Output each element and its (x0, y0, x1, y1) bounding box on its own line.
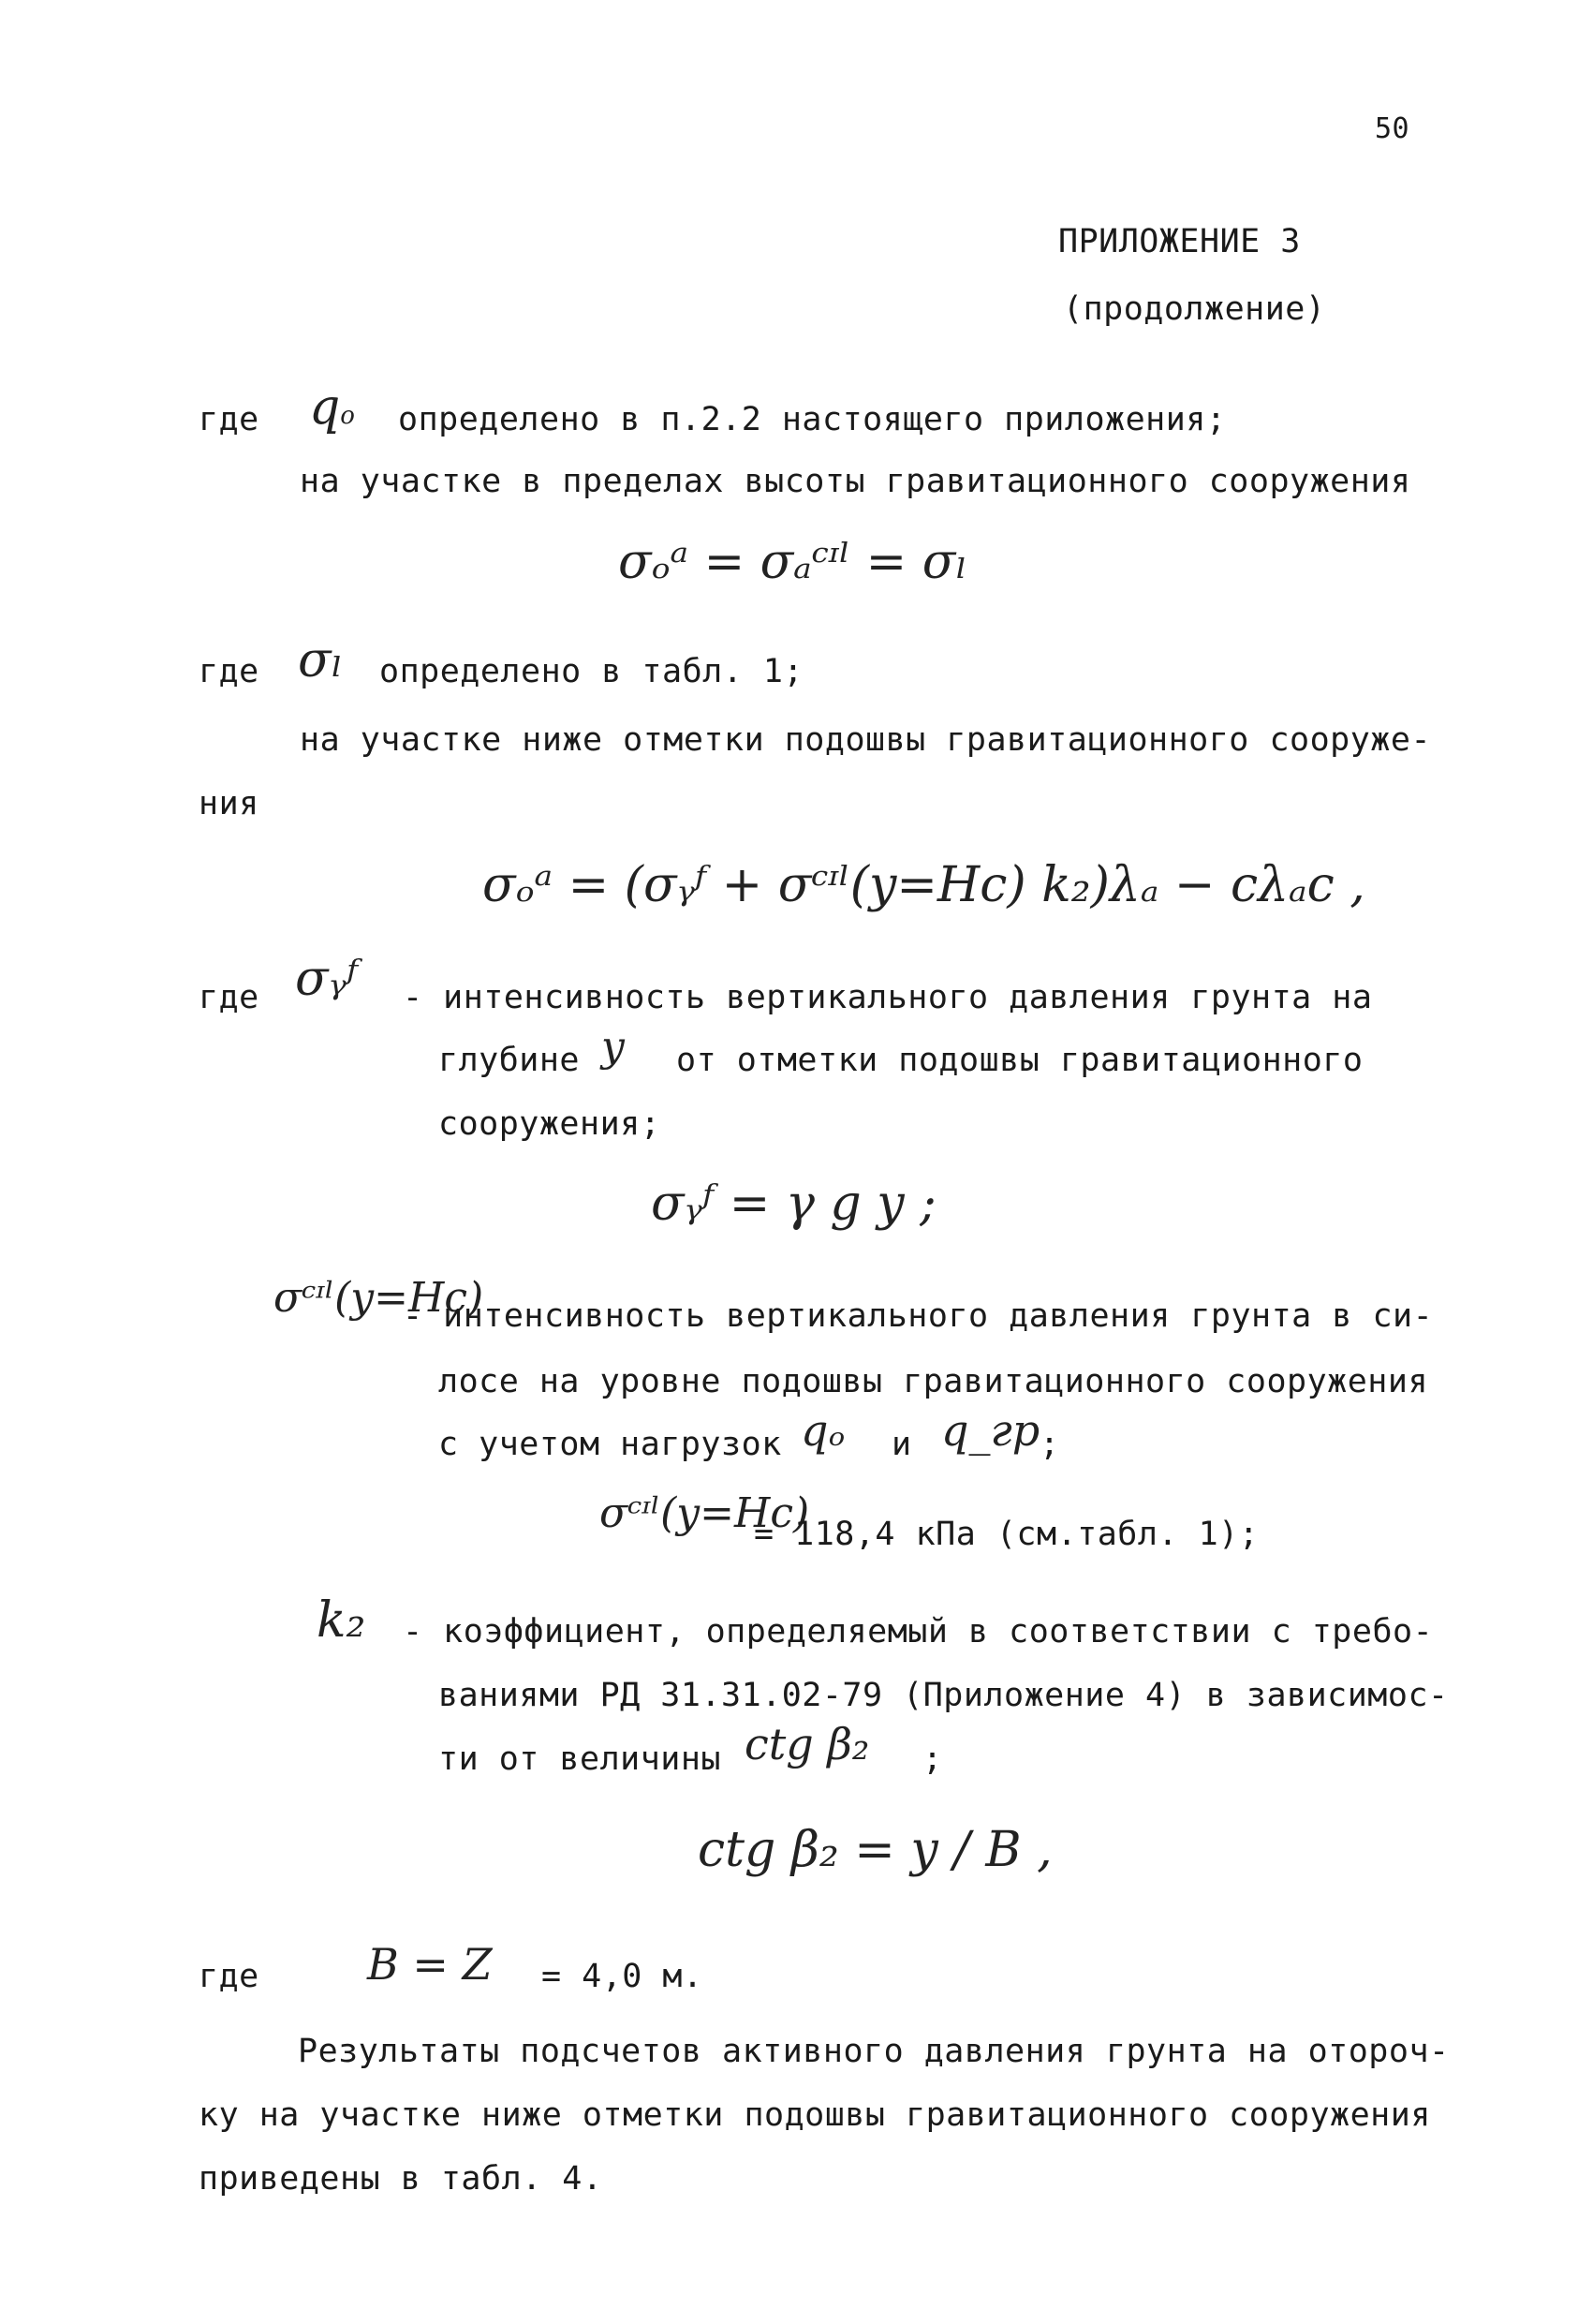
definition-2-a: - интенсивность вертикального давления грунта в си- (403, 1297, 1434, 1335)
text-line-4: на участке ниже отметки подошвы гравитационного сооруже- (300, 721, 1432, 759)
definition-3-c: ти от величины (438, 1740, 722, 1778)
appendix-title: ПРИЛОЖЕНИЕ 3 (1058, 223, 1301, 260)
equation-3: σᵧᶠ = γ g y ; (651, 1176, 937, 1232)
text-line-3: определено в табл. 1; (379, 653, 804, 690)
symbol-q-gr: q_гр (941, 1405, 1040, 1456)
definition-1-d: сооружения; (438, 1105, 661, 1143)
definition-1-a: - интенсивность вертикального давления грунта на (403, 979, 1373, 1016)
definition-1-c: от отметки подошвы гравитационного (676, 1042, 1364, 1079)
text-line-1: определено в п.2.2 настоящего приложения; (398, 401, 1227, 438)
symbol-sigma-l: σₗ (298, 632, 344, 688)
equation-2: σₒᵃ = (σᵧᶠ + σᶜᶦˡ(y=Hc) k₂)λₐ − cλₐc , (482, 857, 1365, 913)
symbol-ctg-beta: ctg β₂ (745, 1719, 870, 1769)
symbol-q0-2: qₒ (801, 1405, 846, 1456)
word-gde-4: где (199, 1958, 259, 1995)
symbol-q0: qo (309, 379, 355, 436)
paragraph-line-3: приведены в табл. 4. (199, 2160, 603, 2198)
equation-4-rhs: = 118,4 кПа (см.табл. 1); (754, 1516, 1260, 1553)
definition-1-b: глубине (438, 1042, 581, 1079)
equation-5: ctg β₂ = y / B , (698, 1822, 1053, 1878)
text-line-2: на участке в пределах высоты гравитационного сооружения (300, 463, 1411, 500)
equation-6-symbol: B = Z (367, 1939, 493, 1990)
semicolon-2: ; (922, 1740, 943, 1778)
equation-1: σₒᵃ = σₐᶜᶦˡ = σₗ (618, 534, 967, 590)
semicolon-1: ; (1040, 1426, 1060, 1463)
text-line-5: ния (199, 785, 259, 822)
definition-3-a: - коэффициент, определяемый в соответствии с требо- (403, 1613, 1434, 1650)
definition-2-b: лосе на уровне подошвы гравитационного сооружения (438, 1363, 1429, 1400)
word-gde-2: где (199, 653, 259, 690)
equation-6-value: = 4,0 м. (541, 1958, 703, 1995)
symbol-sigma-sil: σᶜᶦˡ(y=Hc) (273, 1274, 484, 1322)
definition-3-b: ваниями РД 31.31.02-79 (Приложение 4) в зависимос- (438, 1677, 1449, 1714)
paragraph-line-2: ку на участке ниже отметки подошвы гравитационного сооружения (199, 2096, 1431, 2134)
word-gde-3: где (199, 979, 259, 1016)
appendix-continued: (продолжение) (1063, 290, 1326, 328)
word-and: и (892, 1426, 912, 1463)
symbol-sigma-y-phi: σᵧᶠ (295, 951, 359, 1007)
symbol-y: y (601, 1023, 625, 1071)
definition-2-c: с учетом нагрузок (438, 1426, 782, 1463)
word-gde-1: где (199, 401, 259, 438)
page-number: 50 (1375, 112, 1410, 145)
equation-4-lhs: σᶜᶦˡ(y=Hc) (599, 1489, 810, 1537)
symbol-k2: k₂ (317, 1592, 366, 1649)
paragraph-line-1: Результаты подсчетов активного давления грунта на оторoч- (298, 2033, 1450, 2070)
